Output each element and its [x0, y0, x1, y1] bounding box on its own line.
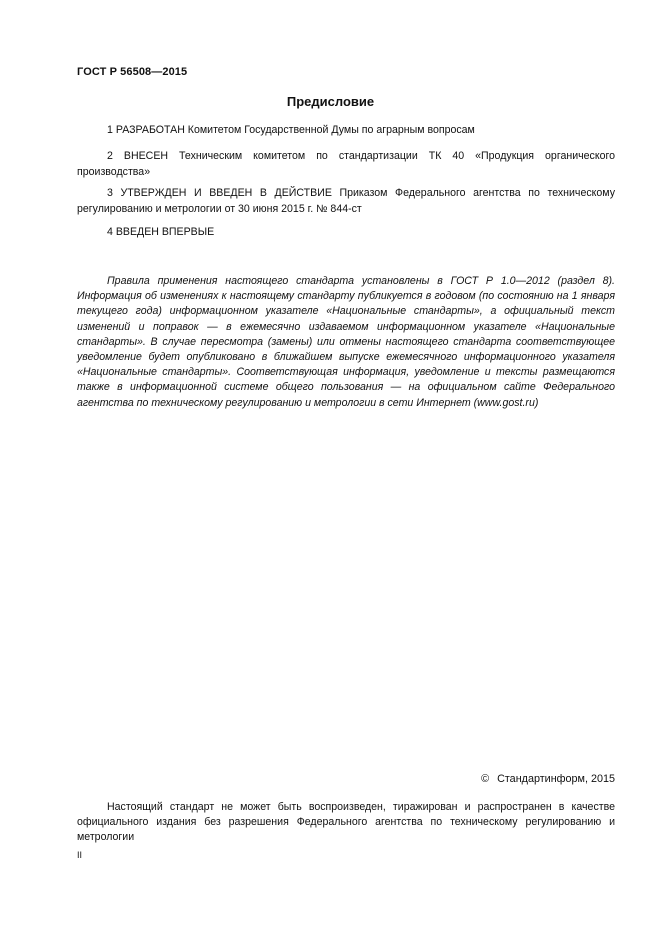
page-title: Предисловие — [286, 94, 375, 109]
list-item-2: 2 ВНЕСЕН Техническим комитетом по стандартизации ТК 40 «Продукция органического производства» — [77, 150, 615, 178]
copyright-line — [481, 773, 615, 785]
list-item-3: 3 УТВЕРЖДЕН И ВВЕДЕН В ДЕЙСТВИЕ Приказом Федерального агентства по техническому регулированию и метрологии от 30 июня 2015 г. № 844-ст — [77, 187, 615, 215]
standard-code: ГОСТ Р 56508—2015 — [77, 66, 188, 78]
copyright-text: Стандартинформ, 2015 — [497, 773, 615, 785]
publication-notice: Правила применения настоящего стандарта установлены в ГОСТ Р 1.0—2012 (раздел 8). Информация об изменениях к настоящему стандарту публикуется в годовом (по состоянию на 1 января текущего года) информационном указателе «Национальные стандарты», а официальный текст изменений и поправок — в ежемесячно издаваемом информационном указателе «Национальные стандарты». В случае пересмотра (замены) или отмены настоящего стандарта соответствующее уведомление будет опубликовано в ближайшем выпуске ежемесячного информационного указателя «Национальные стандарты». Соответствующая информация, уведомление и тексты размещаются также в информационной системе общего пользования — на официальном сайте Федерального агентства по техническому регулированию и метрологии в сети Интернет (www.gost.ru) — [77, 275, 615, 409]
copyright-symbol: © — [481, 773, 490, 785]
list-item-1: 1 РАЗРАБОТАН Комитетом Государственной Думы по аграрным вопросам — [107, 124, 475, 136]
page-number: II — [77, 850, 83, 860]
list-item-4: 4 ВВЕДЕН ВПЕРВЫЕ — [107, 226, 215, 238]
legal-notice: Настоящий стандарт не может быть воспроизведен, тиражирован и распространен в качестве официального издания без разрешения Федерального агентства по техническому регулированию и метрологии — [77, 801, 615, 844]
